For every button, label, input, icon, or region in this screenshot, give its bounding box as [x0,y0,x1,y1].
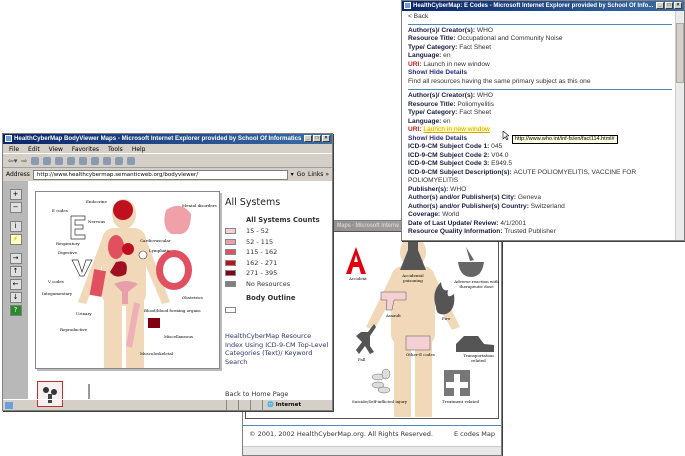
body-label[interactable]: Blood/blood forming organs [144,308,201,313]
url-input[interactable]: http://www.healthcybermap.semanticweb.org/bodyviewer/ [33,170,288,180]
print-icon[interactable] [115,157,123,165]
body-label[interactable]: Urinary [76,311,92,316]
uri-link-hovered[interactable]: Launch in new window [423,126,490,133]
legend-label: 15 - 52 [246,227,270,236]
page-icon [5,402,13,409]
body-label[interactable]: Endocrine [86,199,107,204]
window-title: HealthCyberMap BodyViewer Maps - Microsoft Internet Explorer provided by School Of Informatics [14,135,302,142]
find-all-link[interactable]: Find all resources having the same primary subject as this one [408,77,591,85]
nervous-organ [113,200,133,220]
record: Author(s)/ Creator(s): WHO Resource Title: Poliomyelitis Type/ Category: Fact Sheet Language: en URI: Launch in new window Show/ Hide Details ICD-9-CM Subject Code 1: 045 ICD-9-CM Subject Code 2: V04.0 ICD-9-CM Subject Code 3: E949.5 ICD-9-CM Subject Description(s): ACUTE POLIOMYELITIS, VACCINE FOR POLIOMYELITIS Publisher(s): WHO Author(s) and/or Publisher(s) City: Geneva Author(s) and/or Publisher(s) Country: Switzerland Coverage: World Date of Last Update/ Review: 4/1/2001 Resource Quality Information: Trusted Publisher http://www.who.int/inf-fs/en/fact114.html# [408,92,672,237]
map-name: E codes Map [453,430,495,438]
detail-row: Coverage: World [408,211,460,218]
help-icon[interactable]: ? [10,305,22,316]
show-hide-link[interactable]: Show/ Hide Details [408,134,467,142]
detail-row: Date of Last Update/ Review: 4/1/2001 [408,219,527,227]
maximize-button[interactable]: □ [313,135,321,142]
index-link[interactable]: HealthCyberMap Resource Index Using ICD-9-CM Top-Level Categories (Text)/ Keyword Search [225,332,329,366]
title-bar[interactable] [402,1,684,11]
legend-item [225,226,330,237]
uri-link[interactable]: Launch in new window [423,60,490,68]
legend-item [225,237,330,248]
map-label[interactable]: Adverse reaction with therapeutic dose [454,279,499,289]
details-content [408,13,672,237]
back-icon[interactable]: ⇦▾ [8,156,18,165]
panel-title: All Systems [225,197,281,208]
menu-view[interactable]: View [48,146,63,153]
content [3,181,332,400]
legend-label: 115 - 162 [246,248,278,257]
detail-row: ICD-9-CM Subject Code 1: 045 [408,143,503,150]
detail-row: POLIOMYELITIS [408,177,459,184]
info-icon[interactable]: i [10,221,22,232]
vertical-scrollbar[interactable] [675,11,684,240]
detail-row: Resource Quality Information: Trusted Publisher [408,228,556,235]
title-bar[interactable] [3,134,332,144]
cursor-icon [502,131,509,140]
search-icon[interactable] [67,157,75,165]
body-label[interactable]: Lymphatic [149,248,171,253]
copyright: © 2001, 2002 HealthCyberMap.org. All Rights Reserved. [249,430,433,438]
heart [122,243,134,255]
window-controls[interactable] [656,2,682,9]
adverse-reaction-icon [458,247,484,277]
ecodes-details-window [401,0,685,241]
menu-help[interactable]: Help [131,146,146,153]
outline-title: Body Outline [246,294,296,302]
legend-panel [225,197,330,398]
favorites-icon[interactable] [79,157,87,165]
other-ecodes-icon [406,336,430,350]
zone-label: Internet [275,402,302,408]
edit-icon[interactable] [127,157,135,165]
dropdown-icon[interactable]: ▾ [290,171,294,178]
menu-favorites[interactable]: Favorites [71,146,100,153]
legend-swatch [225,249,236,255]
bodyviewer-window [2,133,333,411]
body-label[interactable]: Respiratory [56,241,80,246]
highlight-icon[interactable]: ⚡ [10,234,22,245]
legend-label: 271 - 395 [246,269,278,278]
detail-row: ICD-9-CM Subject Description(s): ACUTE POLIOMYELITIS, VACCINE FOR [408,168,637,176]
menu-file[interactable]: File [9,146,20,153]
links-button[interactable]: Links » [308,171,329,178]
map-label[interactable]: Fall [358,357,366,362]
detail-row: Author(s) and/or Publisher(s) City: Geneva [408,194,542,201]
legend-item [225,279,330,290]
body-label[interactable]: Musculoskeletal [140,351,173,356]
maximize-button[interactable]: □ [665,2,673,9]
scroll-thumb[interactable] [676,23,684,83]
map-label[interactable]: Accident [349,276,367,281]
legend-item [225,258,330,269]
show-hide-link[interactable]: Show/ Hide Details [408,69,467,76]
body-label[interactable]: Obstetrics [182,295,203,300]
minimize-button[interactable]: _ [656,2,664,9]
legend-swatch [225,260,236,266]
detail-row: ICD-9-CM Subject Code 3: E949.5 [408,160,513,167]
map-label[interactable]: Treatment related [442,399,480,404]
legend-swatch [225,228,236,234]
lymphatic [139,251,147,259]
legend-label: 52 - 115 [246,237,274,246]
back-link[interactable]: < Back [408,13,429,20]
legend-item [225,268,330,279]
record: Author(s)/ Creator(s): WHO Resource Title: Occupational and Community Noise Type/ Category: Fact Sheet Language: en URI: Launch in new window Show/ Hide Details Find all resources having the same primary subject as this one [408,27,672,87]
zoom-in-icon[interactable]: + [10,189,22,200]
map-label[interactable]: Assault [386,313,401,318]
toolbar [3,154,332,168]
url-tooltip: http://www.who.int/inf-fs/en/fact114.html# [512,135,618,144]
fall-icon [356,324,376,354]
map-label[interactable]: Other-E codes [406,352,435,357]
legend-title: All Systems Counts [246,216,320,224]
stop-icon[interactable] [31,157,39,165]
detail-row: Publisher(s): WHO [408,185,467,193]
pan-up-icon[interactable]: ↑ [10,266,22,277]
treatment-icon [444,370,470,396]
close-button[interactable]: × [674,2,682,9]
home-icon[interactable] [55,157,63,165]
legend-label: 162 - 271 [246,258,278,267]
window-controls[interactable] [304,135,330,142]
mental-head [164,206,191,234]
transport-icon [456,336,494,352]
body-label[interactable]: Integumentary [42,291,73,296]
address-bar [3,168,332,181]
mail-icon[interactable] [103,157,111,165]
suicide-icon [372,369,390,393]
footer [243,425,501,442]
ie-icon [5,135,12,142]
home-link[interactable]: Back to Home Page [225,390,289,398]
legend-swatch [225,281,236,287]
close-button[interactable]: × [322,135,330,142]
menu-tools[interactable]: Tools [108,146,123,153]
zone-indicator: 🌐 Internet [262,400,332,410]
body-label[interactable]: E codes [52,208,68,213]
window-title: Maps - Microsoft Interne [337,222,400,229]
forward-icon[interactable]: ⇨ [21,156,28,165]
misc-box [148,318,160,328]
body-label[interactable]: Digestive [58,250,77,255]
menu-edit[interactable]: Edit [28,146,40,153]
ecodes-letter [71,216,85,239]
status-bar [3,399,332,410]
history-icon[interactable] [91,157,99,165]
body-label[interactable]: Mental disorders [182,203,217,208]
legend-swatch [225,270,236,276]
map-label[interactable]: Transportation related [463,353,494,363]
legend-label: No Resources [246,279,291,288]
ie-icon [404,2,411,9]
legend-swatch [225,239,236,245]
body-label[interactable]: Cardiovascular [140,238,171,243]
outline-swatch [225,307,236,313]
lungs [108,235,124,259]
body-label[interactable]: Nervous [88,219,106,224]
accident-icon [346,247,366,274]
body-map [35,191,220,369]
address-label: Address [6,171,30,178]
legend [225,226,330,289]
refresh-icon[interactable] [43,157,51,165]
pan-down-icon[interactable]: ↓ [10,292,22,303]
legend-item [225,247,330,258]
detail-row: Author(s) and/or Publisher(s) Country: Switzerland [408,202,565,210]
map-label[interactable]: Fire [442,316,451,321]
go-button[interactable]: Go [296,171,305,178]
window-title: HealthCyberMap: E Codes - Microsoft Internet Explorer provided by School Of Info... [413,2,654,9]
divider [88,384,90,400]
body-label[interactable]: Miscellaneous [164,334,193,339]
fire-icon [434,282,454,314]
pan-right-icon[interactable]: → [10,253,22,264]
pan-left-icon[interactable]: ← [10,279,22,290]
body-label[interactable]: Reproductive [60,327,88,332]
menu-bar [3,144,332,154]
map-label[interactable]: Accidental poisoning [402,273,424,283]
body-label[interactable]: V codes [48,279,64,284]
map-label[interactable]: Suicide/Self-inflicted injury [352,399,408,404]
minimize-button[interactable]: _ [304,135,312,142]
detail-row: ICD-9-CM Subject Code 2: V04.0 [408,151,509,159]
tool-sidebar [3,181,28,400]
zoom-out-icon[interactable]: − [10,202,22,213]
